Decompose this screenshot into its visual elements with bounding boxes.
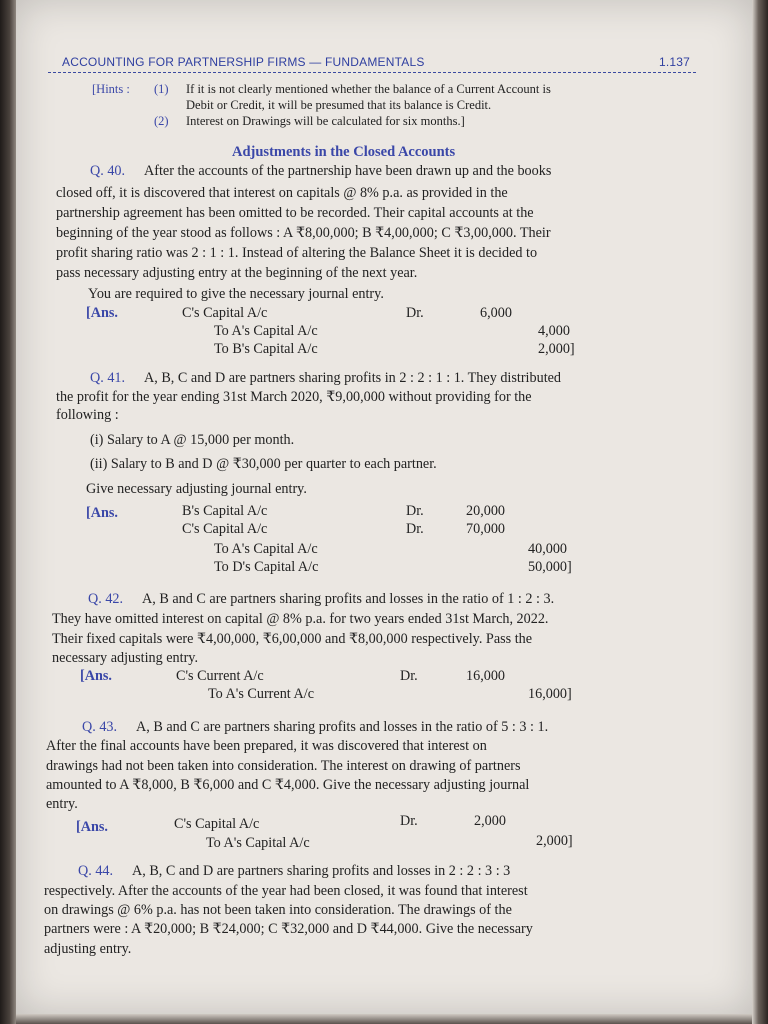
q42-number: Q. 42. [88, 591, 124, 607]
q42-entry-debit: 16,000 [466, 668, 506, 684]
q43-line: drawings had not been taken into consideration. The interest on drawing of partners [46, 758, 521, 774]
q41-entry-account: To A's Capital A/c [214, 541, 318, 557]
q40-entry-credit: 4,000 [538, 323, 570, 339]
q41-entry-dr: Dr. [406, 503, 424, 519]
q40-number: Q. 40. [90, 163, 126, 179]
q41-entry-credit: 50,000] [528, 559, 572, 575]
q43-line: After the final accounts have been prepared, it was discovered that interest on [46, 738, 487, 754]
q41-entry-account: To D's Capital A/c [214, 559, 319, 575]
q44-line: respectively. After the accounts of the year had been closed, it was found that interest [44, 883, 528, 899]
running-header [48, 54, 696, 73]
q41-entry-account: C's Capital A/c [182, 521, 268, 537]
q40-line: closed off, it is discovered that interest on capitals @ 8% p.a. as provided in the [56, 185, 508, 201]
q40-line: pass necessary adjusting entry at the beginning of the next year. [56, 265, 418, 281]
q40-answer-label: [Ans. [86, 305, 118, 321]
page-number: 1.137 [658, 55, 690, 69]
q41-item-1: (i) Salary to A @ 15,000 per month. [90, 432, 295, 448]
q41-entry-credit: 40,000 [528, 541, 568, 557]
q41-number: Q. 41. [90, 370, 126, 386]
q44-line: A, B, C and D are partners sharing profits and losses in 2 : 2 : 3 : 3 [132, 863, 511, 879]
q42-line: Their fixed capitals were ₹4,00,000, ₹6,00,000 and ₹8,00,000 respectively. Pass the [52, 631, 533, 647]
q43-entry-credit: 2,000] [536, 833, 573, 849]
q43-entry-account: To A's Capital A/c [206, 835, 310, 851]
page-edge [752, 0, 768, 1024]
q44-line: on drawings @ 6% p.a. has not been taken into consideration. The drawings of the [44, 902, 512, 918]
hint-2-line-1: Interest on Drawings will be calculated for six months.] [186, 114, 465, 128]
q43-entry-dr: Dr. [400, 813, 418, 829]
q41-entry-account: B's Capital A/c [182, 503, 268, 519]
header-title: ACCOUNTING FOR PARTNERSHIP FIRMS — FUNDAMENTALS [62, 55, 425, 69]
q42-entry-credit: 16,000] [528, 686, 572, 702]
q40-entry-dr: Dr. [406, 305, 424, 321]
q41-instruction: Give necessary adjusting journal entry. [86, 481, 307, 497]
q41-answer-label: [Ans. [86, 505, 118, 521]
q40-entry-credit: 2,000] [538, 341, 575, 357]
q44-line: adjusting entry. [44, 941, 132, 957]
q44-line: partners were : A ₹20,000; B ₹24,000; C ₹32,000 and D ₹44,000. Give the necessary [44, 921, 533, 937]
q43-line: A, B and C are partners sharing profits and losses in the ratio of 5 : 3 : 1. [136, 719, 549, 735]
q41-entry-debit: 70,000 [466, 521, 506, 537]
q40-entry-account: C's Capital A/c [182, 305, 268, 321]
q42-line: A, B and C are partners sharing profits and losses in the ratio of 1 : 2 : 3. [142, 591, 555, 607]
q41-line: the profit for the year ending 31st March 2020, ₹9,00,000 without providing for the [56, 389, 532, 405]
q40-instruction: You are required to give the necessary journal entry. [88, 286, 384, 302]
q43-entry-debit: 2,000 [474, 813, 506, 829]
q42-entry-account: To A's Current A/c [208, 686, 314, 702]
q41-line: following : [56, 407, 119, 423]
q43-answer-label: [Ans. [76, 819, 108, 835]
hint-1-line-1: If it is not clearly mentioned whether the balance of a Current Account is [186, 82, 551, 96]
q42-entry-account: C's Current A/c [176, 668, 264, 684]
q40-line: beginning of the year stood as follows : A ₹8,00,000; B ₹4,00,000; C ₹3,00,000. Their [56, 225, 551, 241]
q41-line: A, B, C and D are partners sharing profits in 2 : 2 : 1 : 1. They distributed [144, 370, 562, 386]
section-heading: Adjustments in the Closed Accounts [232, 144, 456, 160]
q42-answer-label: [Ans. [80, 668, 112, 684]
q43-line: entry. [46, 796, 78, 812]
q43-entry-account: C's Capital A/c [174, 816, 260, 832]
q40-line: partnership agreement has been omitted to be recorded. Their capital accounts at the [56, 205, 534, 221]
book-spine-shadow [0, 0, 16, 1024]
page-bottom-edge [16, 1014, 752, 1024]
q41-entry-debit: 20,000 [466, 503, 506, 519]
q43-number: Q. 43. [82, 719, 118, 735]
q42-line: necessary adjusting entry. [52, 650, 199, 666]
q43-line: amounted to A ₹8,000, B ₹6,000 and C ₹4,000. Give the necessary adjusting journal [46, 777, 530, 793]
q40-entry-account: To A's Capital A/c [214, 323, 318, 339]
q40-entry-account: To B's Capital A/c [214, 341, 318, 357]
hints-label: [Hints : [92, 82, 130, 96]
q42-entry-dr: Dr. [400, 668, 418, 684]
q40-line: After the accounts of the partnership have been drawn up and the books [144, 163, 552, 179]
hint-2-number: (2) [154, 114, 169, 128]
q40-entry-debit: 6,000 [480, 305, 512, 321]
q41-item-2: (ii) Salary to B and D @ ₹30,000 per quarter to each partner. [90, 456, 437, 472]
q41-entry-dr: Dr. [406, 521, 424, 537]
q40-line: profit sharing ratio was 2 : 1 : 1. Instead of altering the Balance Sheet it is decided to [56, 245, 538, 261]
q44-number: Q. 44. [78, 863, 114, 879]
hint-1-number: (1) [154, 82, 169, 96]
q42-line: They have omitted interest on capital @ 8% p.a. for two years ended 31st March, 2022. [52, 611, 549, 627]
hint-1-line-2: Debit or Credit, it will be presumed that its balance is Credit. [186, 98, 492, 112]
